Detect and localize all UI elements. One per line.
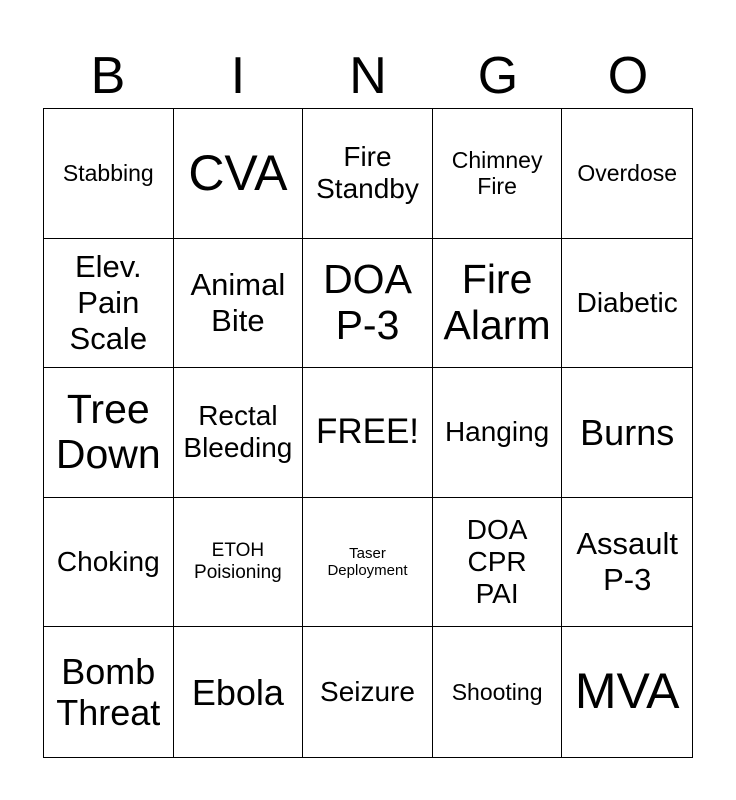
bingo-cell[interactable]: [44, 109, 174, 239]
free-space-label: FREE!: [315, 412, 420, 452]
cell-label: Chimney Fire: [451, 146, 543, 200]
cell-label: Taser Deployment: [327, 544, 408, 580]
bingo-cell[interactable]: [562, 109, 692, 239]
bingo-cell[interactable]: [433, 239, 563, 369]
cell-label: Stabbing: [62, 160, 154, 187]
bingo-cell[interactable]: [303, 627, 433, 757]
cell-label: Seizure: [320, 676, 415, 708]
bingo-cell[interactable]: [562, 627, 692, 757]
bingo-cell[interactable]: [433, 627, 563, 757]
bingo-header: [43, 44, 693, 108]
header-letter-b: B: [90, 47, 126, 105]
bingo-cell[interactable]: [174, 239, 304, 369]
bingo-cell[interactable]: [174, 498, 304, 628]
cell-label: Animal Bite: [190, 267, 286, 338]
bingo-cell[interactable]: [44, 498, 174, 628]
cell-label: Fire Alarm: [443, 255, 551, 348]
header-letter-o: O: [607, 47, 649, 105]
cell-label: MVA: [574, 663, 680, 720]
cell-label: DOA P-3: [323, 255, 412, 348]
cell-label: Assault P-3: [576, 526, 679, 598]
bingo-cell[interactable]: [562, 498, 692, 628]
header-letter-g: G: [477, 47, 519, 105]
bingo-cell[interactable]: [174, 627, 304, 757]
cell-label: Diabetic: [576, 286, 678, 318]
bingo-cell[interactable]: [303, 498, 433, 628]
bingo-cell[interactable]: [562, 239, 692, 369]
bingo-cell[interactable]: [562, 368, 692, 498]
cell-label: Fire Standby: [316, 141, 419, 205]
bingo-cell[interactable]: [303, 109, 433, 239]
cell-label: Bomb Threat: [56, 650, 161, 734]
cell-label: Shooting: [451, 678, 543, 705]
bingo-cell[interactable]: [44, 627, 174, 757]
cell-label: Elev. Pain Scale: [69, 249, 148, 356]
bingo-card-grid: [43, 108, 693, 758]
cell-label: Ebola: [191, 671, 284, 713]
bingo-cell[interactable]: [433, 368, 563, 498]
header-letter-n: N: [349, 47, 387, 105]
bingo-cell[interactable]: [433, 498, 563, 628]
free-space-cell[interactable]: [303, 368, 433, 498]
header-letter-i: I: [230, 47, 246, 105]
cell-label: CVA: [188, 144, 288, 201]
cell-label: Overdose: [577, 160, 678, 187]
cell-label: Choking: [56, 546, 160, 577]
cell-label: DOA CPR PAI: [466, 513, 528, 610]
bingo-cell[interactable]: [303, 239, 433, 369]
cell-label: Rectal Bleeding: [183, 400, 293, 464]
bingo-cell[interactable]: [44, 368, 174, 498]
bingo-cell[interactable]: [433, 109, 563, 239]
bingo-cell[interactable]: [174, 368, 304, 498]
cell-label: Burns: [580, 411, 675, 453]
cell-label: ETOH Poisioning: [194, 540, 282, 584]
cell-label: Tree Down: [55, 385, 161, 478]
bingo-cell[interactable]: [44, 239, 174, 369]
bingo-cell[interactable]: [174, 109, 304, 239]
cell-label: Hanging: [444, 416, 550, 448]
